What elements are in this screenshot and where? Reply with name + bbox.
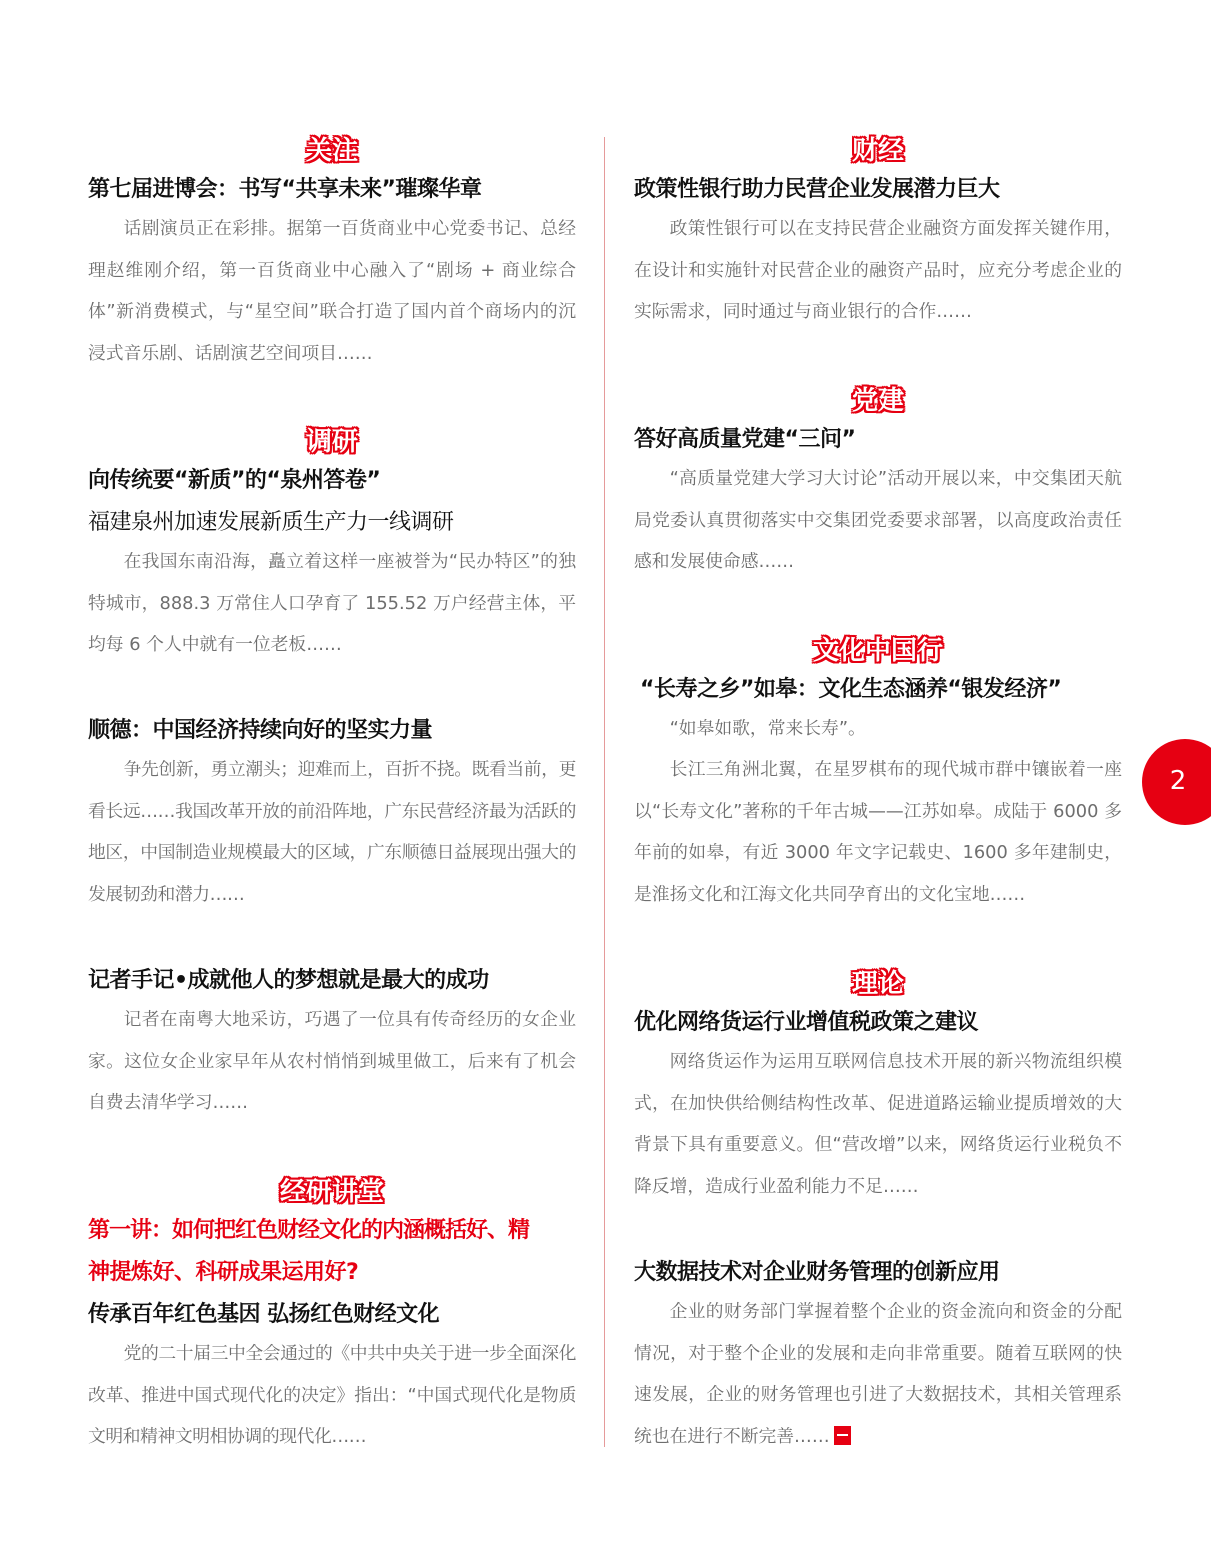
article-body-shunde: 争先创新，勇立潮头；迎难而上，百折不挠。既看当前，更看长远……我国改革开放的前沿阵地，广东民营经济最为活跃的地区，中国制造业规模最大的区域，广东顺德日益展现出强大的发展韧劲和潜力…… [88,759,576,905]
article-body-rugao: 长江三角洲北翼，在星罗棋布的现代城市群中镶嵌着一座以“长寿文化”著称的千年古城——江苏如皋。成陆于 6000 多年前的如皋，有近 3000 年文字记载史、1600 多年建制史，是淮扬文化和江海文化共同孕育出的文化宝地…… [634,759,1122,905]
page-number-tab [1142,739,1211,825]
article-title-expo[interactable]: 第七届进博会：书写“共享未来”璀璨华章 [88,177,482,202]
section-tag-theory: 理论 [851,969,904,999]
article-body-expo: 话剧演员正在彩排。据第一百货商业中心党委书记、总经理赵维刚介绍，第一百货商业中心融入了“剧场 + 商业综合体”新消费模式，与“星空间”联合打造了国内首个商场内的沉浸式音乐剧、话剧演艺空间项目…… [88,218,576,364]
article-title-quanzhou[interactable]: 向传统要“新质”的“泉州答卷” [88,468,381,493]
article-quote-rugao: “如皋如歌，常来长寿”。 [669,718,866,739]
section-tag-finance: 财经 [851,136,904,166]
article-title-freight-tax[interactable]: 优化网络货运行业增值税政策之建议 [634,1010,979,1035]
article-title-policy-bank[interactable]: 政策性银行助力民营企业发展潜力巨大 [634,177,1000,202]
section-tag-lecture: 经研讲堂 [279,1177,384,1207]
article-body-lecture: 党的二十届三中全会通过的《中共中央关于进一步全面深化改革、推进中国式现代化的决定》指出：“中国式现代化是物质文明和精神文明相协调的现代化…… [88,1343,576,1447]
article-title-lecture-line1[interactable]: 第一讲：如何把红色财经文化的内涵概括好、精 [88,1218,530,1243]
article-title-lecture-line2[interactable]: 神提炼好、科研成果运用好? [88,1260,359,1285]
article-title-reporter-notes[interactable]: 记者手记•成就他人的梦想就是最大的成功 [88,968,489,993]
article-body-policy-bank: 政策性银行可以在支持民营企业融资方面发挥关键作用，在设计和实施针对民营企业的融资产品时，应充分考虑企业的实际需求，同时通过与商业银行的合作…… [634,218,1122,322]
section-tag-focus: 关注 [305,136,358,166]
article-body-reporter-notes: 记者在南粤大地采访，巧遇了一位具有传奇经历的女企业家。这位女企业家早年从农村悄悄到城里做工，后来有了机会自费去清华学习…… [88,1009,576,1113]
article-title-party-building[interactable]: 答好高质量党建“三问” [634,427,856,452]
article-subtitle-lecture: 传承百年红色基因 弘扬红色财经文化 [88,1302,440,1327]
column-divider [604,137,605,1447]
section-tag-research: 调研 [305,427,358,457]
section-tag-culture-tour: 文化中国行 [812,636,943,666]
article-body-big-data [634,1291,1122,1457]
article-body-big-data-text: 企业的财务部门掌握着整个企业的资金流向和资金的分配情况，对于整个企业的发展和走向非常重要。随着互联网的快速发展，企业的财务管理也引进了大数据技术，其相关管理系统也在进行不断完善…… [634,1301,1122,1447]
article-subtitle-quanzhou: 福建泉州加速发展新质生产力一线调研 [88,510,454,535]
section-tag-party-building: 党建 [851,386,904,416]
article-body-party-building: “高质量党建大学习大讨论”活动开展以来，中交集团天航局党委认真贯彻落实中交集团党委要求部署，以高度政治责任感和发展使命感…… [634,468,1122,572]
article-body-quanzhou: 在我国东南沿海，矗立着这样一座被誉为“民办特区”的独特城市，888.3 万常住人口孕育了 155.52 万户经营主体，平均每 6 个人中就有一位老板…… [88,551,576,655]
end-mark-icon [834,1426,851,1445]
article-title-rugao[interactable]: “长寿之乡”如皋：文化生态涵养“银发经济” [640,677,1062,702]
article-title-big-data[interactable]: 大数据技术对企业财务管理的创新应用 [634,1260,1000,1285]
article-body-freight-tax: 网络货运作为运用互联网信息技术开展的新兴物流组织模式，在加快供给侧结构性改革、促进道路运输业提质增效的大背景下具有重要意义。但“营改增”以来，网络货运行业税负不降反增，造成行业盈利能力不足…… [634,1051,1122,1197]
page-number: 2 [1169,766,1187,796]
article-title-shunde[interactable]: 顺德：中国经济持续向好的坚实力量 [88,718,433,743]
